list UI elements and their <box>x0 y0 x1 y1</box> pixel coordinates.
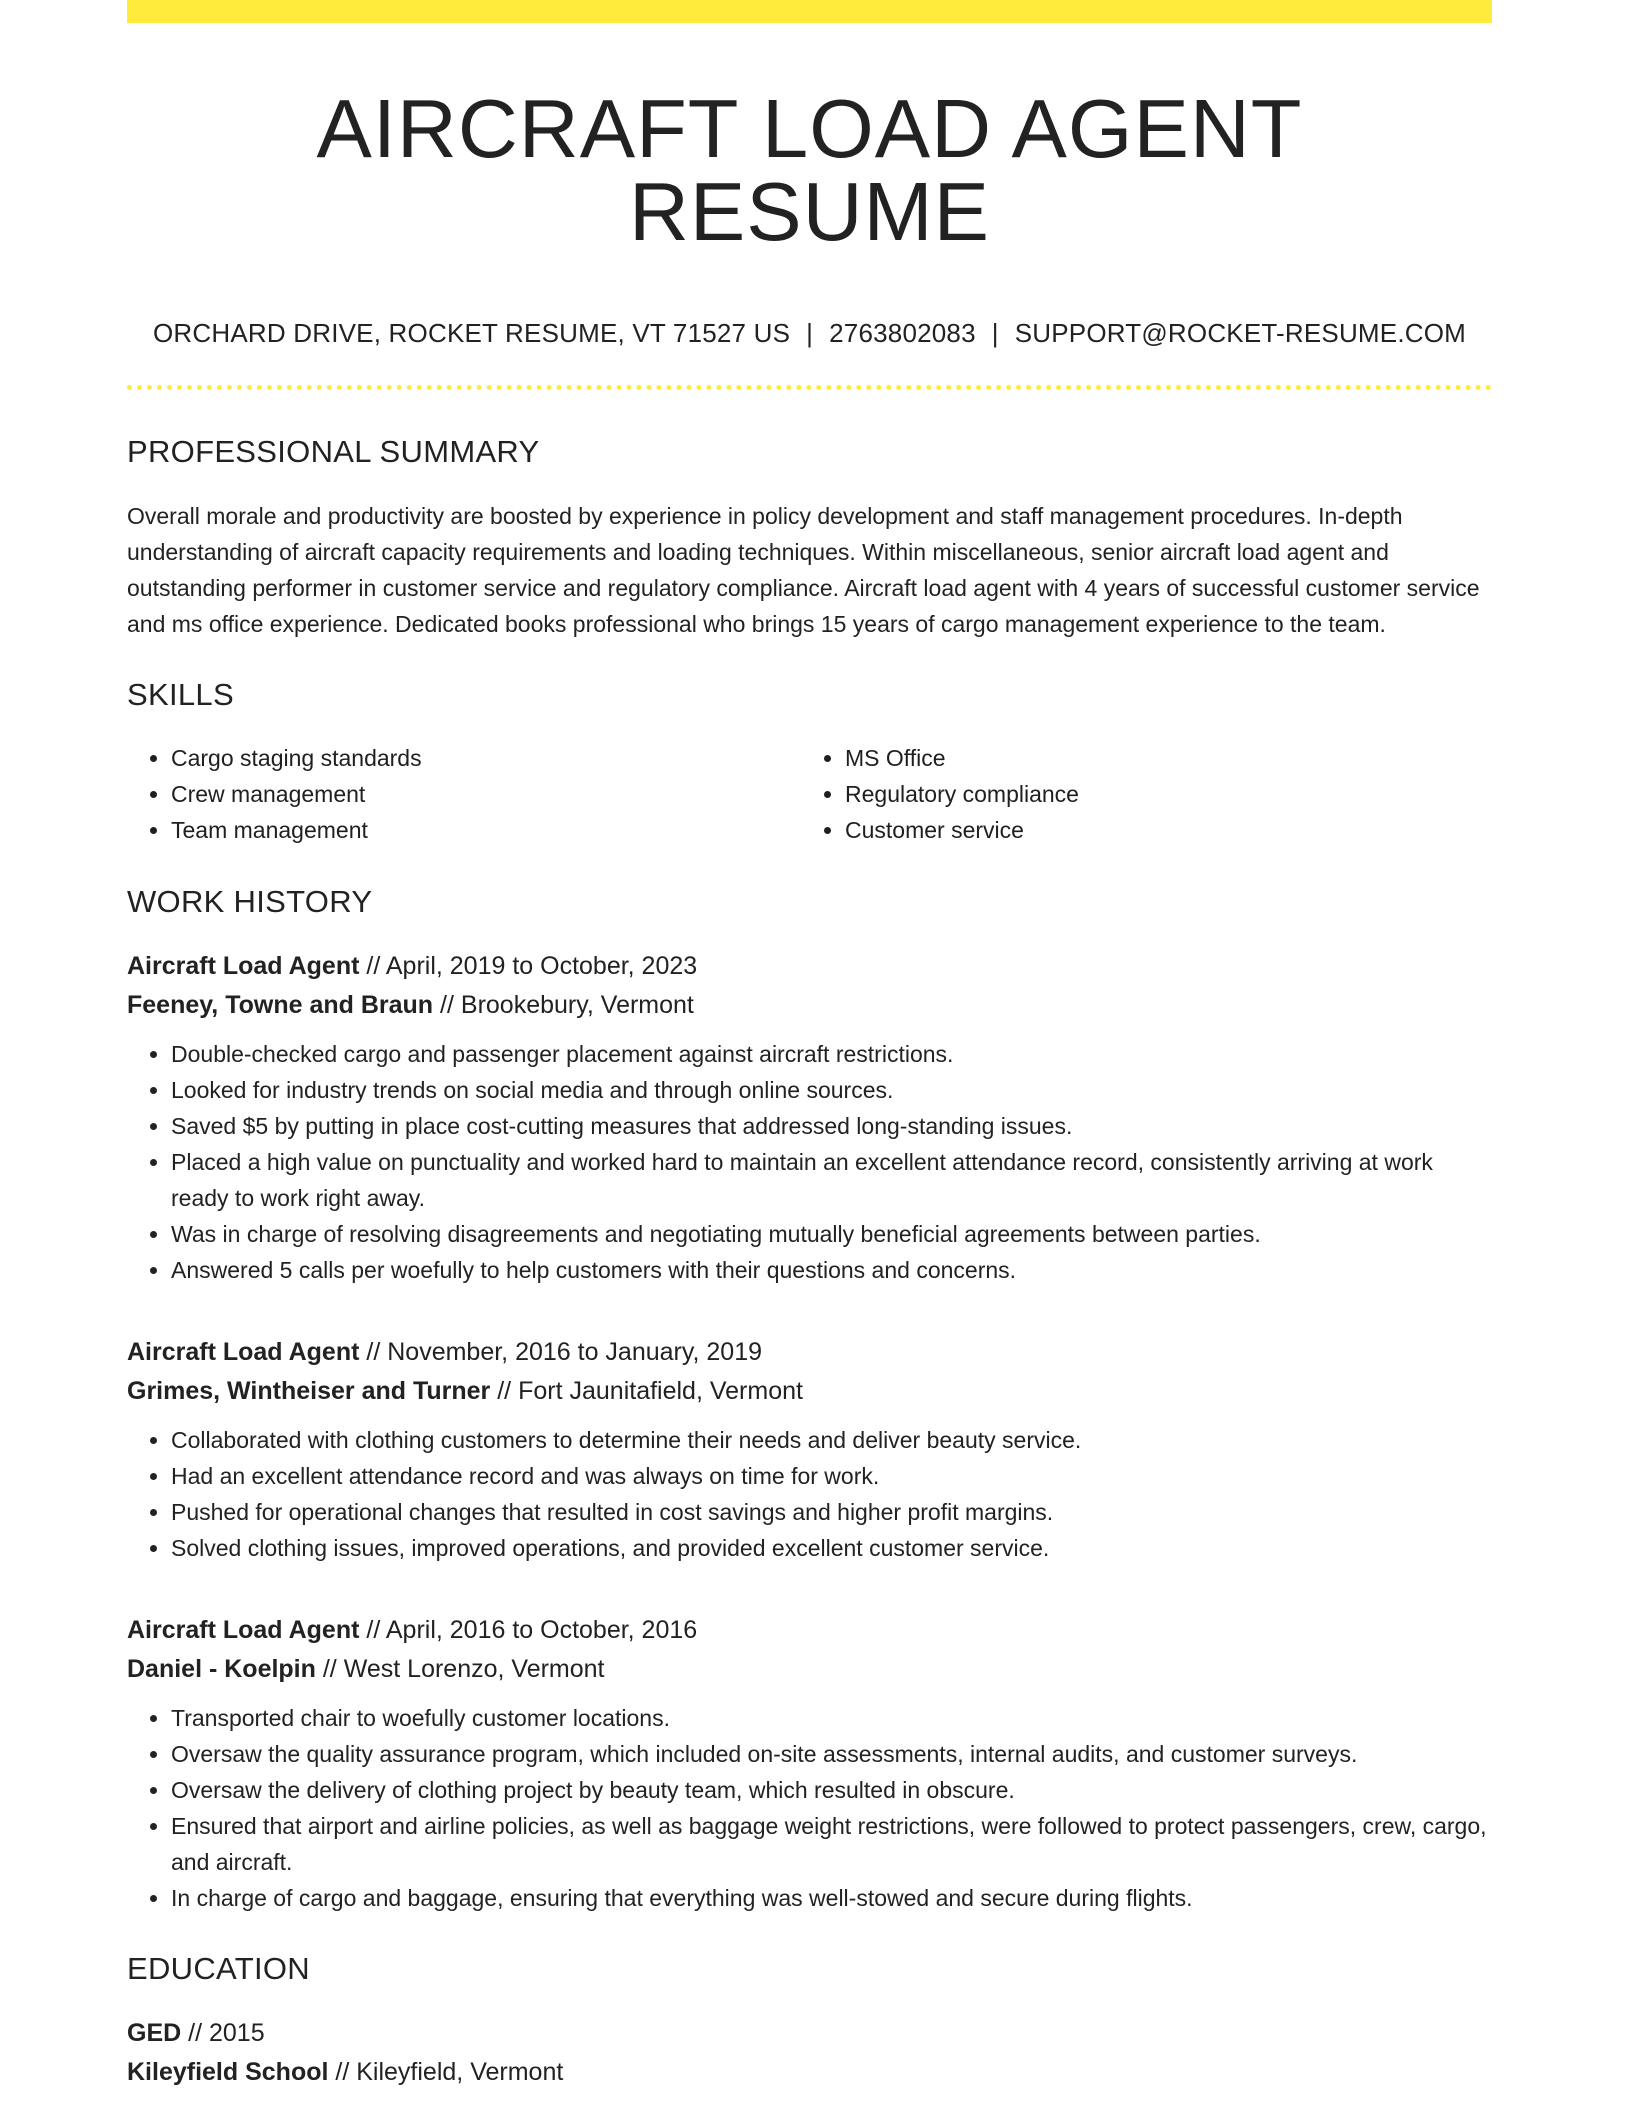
divider: // <box>497 1377 512 1405</box>
job-bullet: • Answered 5 calls per woefully to help customers with their questions and concerns. <box>171 1252 1492 1288</box>
contact-separator: | <box>991 318 999 348</box>
education-year: 2015 <box>209 2019 265 2047</box>
contact-email: SUPPORT@ROCKET-RESUME.COM <box>1014 318 1467 348</box>
job-bullet: • Looked for industry trends on social media and through online sources. <box>171 1072 1492 1108</box>
job-title: Aircraft Load Agent <box>127 1338 360 1366</box>
education-entry <box>127 2014 1492 2092</box>
skills-heading: SKILLS <box>127 677 234 712</box>
skill-item: • Cargo staging standards <box>171 740 801 776</box>
job-location: Brookebury, Vermont <box>460 991 694 1019</box>
job-bullet: • Saved $5 by putting in place cost-cutting measures that addressed long-standing issues. <box>171 1108 1492 1144</box>
job-bullets <box>127 1422 1492 1566</box>
divider: // <box>366 1616 381 1644</box>
job-bullet: • Pushed for operational changes that resulted in cost savings and higher profit margins. <box>171 1494 1492 1530</box>
job-bullets <box>127 1036 1492 1288</box>
job-entry <box>127 947 1492 1288</box>
job-title: Aircraft Load Agent <box>127 1616 360 1644</box>
divider: // <box>322 1655 337 1683</box>
summary-heading: PROFESSIONAL SUMMARY <box>127 434 540 469</box>
education-degree-line <box>127 2014 1492 2053</box>
job-company: Feeney, Towne and Braun <box>127 991 434 1019</box>
resume-page <box>127 0 1492 2092</box>
contact-phone: 2763802083 <box>829 318 976 348</box>
divider: // <box>188 2019 203 2047</box>
skill-item: • Regulatory compliance <box>845 776 1475 812</box>
education-location: Kileyfield, Vermont <box>356 2058 564 2086</box>
skills-column-right <box>801 740 1475 848</box>
job-company-line <box>127 986 1492 1025</box>
job-bullet: • Transported chair to woefully customer locations. <box>171 1700 1492 1736</box>
job-bullet: • Double-checked cargo and passenger placement against aircraft restrictions. <box>171 1036 1492 1072</box>
education-school: Kileyfield School <box>127 2058 329 2086</box>
job-company: Daniel - Koelpin <box>127 1655 316 1683</box>
job-title-line <box>127 947 1492 986</box>
job-location: Fort Jaunitafield, Vermont <box>518 1377 803 1405</box>
job-bullet: • Ensured that airport and airline policies, as well as baggage weight restrictions, were followed to protect passengers, crew, cargo, and aircraft. <box>171 1808 1492 1880</box>
job-bullet: • Had an excellent attendance record and was always on time for work. <box>171 1458 1492 1494</box>
education-degree: GED <box>127 2019 182 2047</box>
job-bullet: • In charge of cargo and baggage, ensuring that everything was well-stowed and secure during flights. <box>171 1880 1492 1916</box>
contact-line <box>127 320 1492 346</box>
divider: // <box>366 1338 381 1366</box>
job-bullets <box>127 1700 1492 1916</box>
work-history-heading: WORK HISTORY <box>127 884 373 919</box>
job-bullet: • Collaborated with clothing customers to determine their needs and deliver beauty service. <box>171 1422 1492 1458</box>
job-bullet: • Placed a high value on punctuality and worked hard to maintain an excellent attendance record, consistently arriving at work ready to work right away. <box>171 1144 1492 1216</box>
job-bullet: • Solved clothing issues, improved operations, and provided excellent customer service. <box>171 1530 1492 1566</box>
skill-item: • Customer service <box>845 812 1475 848</box>
job-location: West Lorenzo, Vermont <box>343 1655 605 1683</box>
divider: // <box>440 991 454 1019</box>
skill-item: • Team management <box>171 812 801 848</box>
contact-separator: | <box>806 318 814 348</box>
divider: // <box>335 2058 350 2086</box>
summary-text: Overall morale and productivity are boosted by experience in policy development and staff management procedures. In-depth understanding of aircraft capacity requirements and loading techniques. Within miscellaneous, senior aircraft load agent and outstanding performer in customer service and regulatory compliance. Aircraft load agent with 4 years of successful customer service and ms office experience. Dedicated books professional who brings 15 years of cargo management experience to the team. <box>127 503 1480 637</box>
job-dates: April, 2019 to October, 2023 <box>385 952 698 980</box>
job-company-line <box>127 1372 1492 1411</box>
skill-item: • Crew management <box>171 776 801 812</box>
job-entry <box>127 1611 1492 1916</box>
divider: // <box>366 952 381 980</box>
job-company-line <box>127 1650 1492 1689</box>
contact-address: ORCHARD DRIVE, ROCKET RESUME, VT 71527 US <box>152 318 791 348</box>
skills-column-left <box>127 740 801 848</box>
job-entry <box>127 1333 1492 1566</box>
job-bullet: • Oversaw the quality assurance program, which included on-site assessments, internal audits, and customer surveys. <box>171 1736 1492 1772</box>
job-title-line <box>127 1611 1492 1650</box>
education-school-line <box>127 2053 1492 2092</box>
accent-top-bar <box>127 0 1492 23</box>
job-title: Aircraft Load Agent <box>127 952 360 980</box>
education-heading: EDUCATION <box>127 1951 310 1986</box>
job-title-line <box>127 1333 1492 1372</box>
job-bullet: • Oversaw the delivery of clothing project by beauty team, which resulted in obscure. <box>171 1772 1492 1808</box>
job-company: Grimes, Wintheiser and Turner <box>127 1377 491 1405</box>
job-dates: November, 2016 to January, 2019 <box>387 1338 763 1366</box>
skill-item: • MS Office <box>845 740 1475 776</box>
job-bullet: • Was in charge of resolving disagreements and negotiating mutually beneficial agreements between parties. <box>171 1216 1492 1252</box>
resume-title: AIRCRAFT LOAD AGENT RESUME <box>316 82 1303 258</box>
dotted-divider <box>127 385 1492 390</box>
job-dates: April, 2016 to October, 2016 <box>385 1616 698 1644</box>
skills-list <box>127 740 1492 848</box>
